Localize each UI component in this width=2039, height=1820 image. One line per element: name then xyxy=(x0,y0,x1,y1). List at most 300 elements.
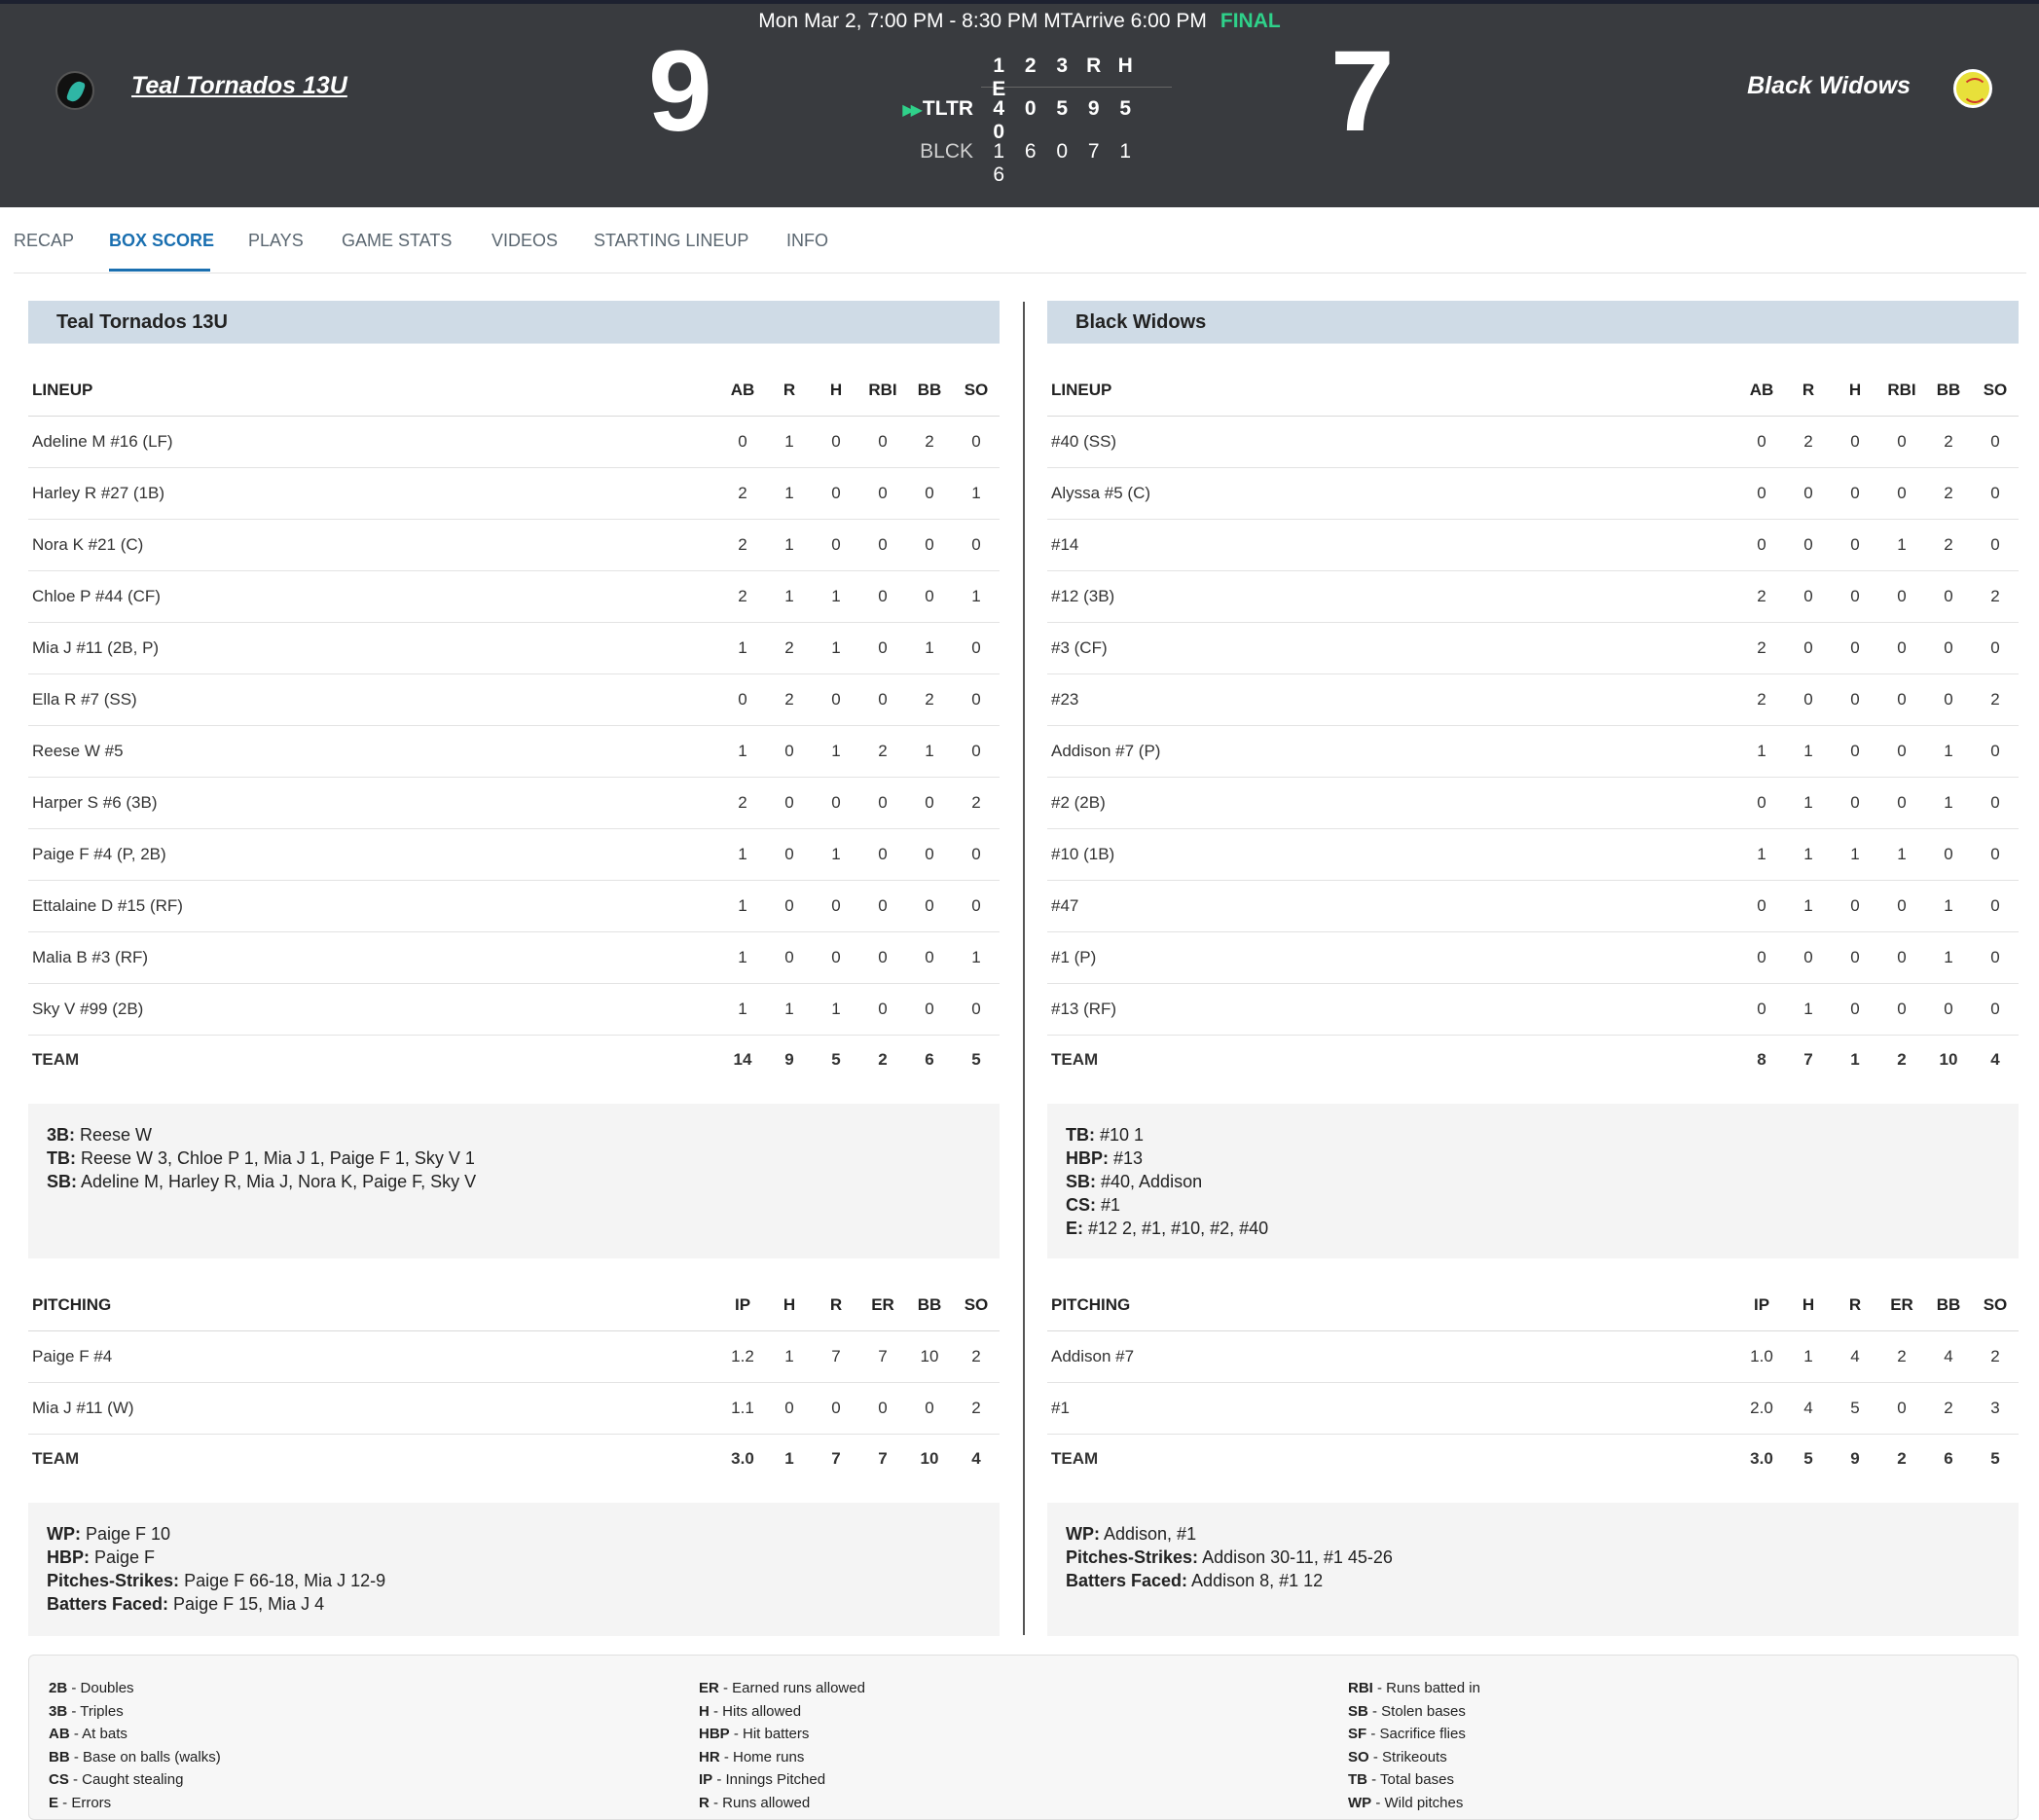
lineup-row xyxy=(28,622,1000,673)
note-line xyxy=(1066,1170,2000,1193)
stat-cell: 1 xyxy=(1925,880,1972,931)
stat-cell: 1 xyxy=(1785,983,1832,1035)
player-name[interactable]: Reese W #5 xyxy=(28,725,719,777)
stat-cell: 0 xyxy=(766,880,813,931)
stat-cell: 2 xyxy=(1738,622,1785,673)
stat-cell: 1 xyxy=(1785,725,1832,777)
column-header: H xyxy=(1832,344,1878,416)
player-name[interactable]: #2 (2B) xyxy=(1047,777,1738,828)
stat-cell: 0 xyxy=(1878,570,1925,622)
legend-desc: - Sacrifice flies xyxy=(1366,1726,1466,1743)
stat-cell: 0 xyxy=(859,983,906,1035)
stat-cell: 0 xyxy=(719,673,766,725)
linescore-away-cell: 1 xyxy=(1119,140,1132,163)
legend-item xyxy=(1348,1700,1480,1724)
stat-cell: 0 xyxy=(813,1382,859,1434)
note-value: #12 2, #1, #10, #2, #40 xyxy=(1083,1219,1269,1238)
player-name[interactable]: Addison #7 (P) xyxy=(1047,725,1738,777)
legend-item xyxy=(49,1677,221,1700)
stat-cell: 2 xyxy=(719,519,766,570)
column-header: H xyxy=(1785,1258,1832,1330)
linescore-away-cell: 1 xyxy=(993,140,1005,163)
note-line xyxy=(47,1170,981,1193)
player-name[interactable]: Mia J #11 (2B, P) xyxy=(28,622,719,673)
stat-cell: 1 xyxy=(1925,777,1972,828)
stat-cell: 0 xyxy=(1972,622,2019,673)
stat-cell: 4 xyxy=(1832,1330,1878,1382)
column-header: PITCHING xyxy=(1047,1258,1738,1330)
note-line xyxy=(47,1147,981,1170)
stat-cell: 2 xyxy=(766,622,813,673)
stat-cell: 2 xyxy=(1738,673,1785,725)
note-line xyxy=(1066,1546,2000,1569)
player-name[interactable]: #10 (1B) xyxy=(1047,828,1738,880)
player-name[interactable]: #1 (P) xyxy=(1047,931,1738,983)
away-score: 7 xyxy=(1330,27,1395,156)
note-line xyxy=(1066,1123,2000,1147)
stat-cell: 4 xyxy=(1925,1330,1972,1382)
stat-cell: 0 xyxy=(859,673,906,725)
note-key: SB: xyxy=(1066,1172,1096,1191)
stat-cell: 0 xyxy=(1972,880,2019,931)
stat-cell: 1 xyxy=(719,828,766,880)
tab-videos[interactable]: VIDEOS xyxy=(492,231,559,250)
stat-cell: 0 xyxy=(1925,622,1972,673)
note-line xyxy=(1066,1217,2000,1240)
stat-cell: 0 xyxy=(1738,416,1785,467)
stat-cell: 2 xyxy=(1972,1330,2019,1382)
note-value: Paige F 10 xyxy=(81,1524,171,1544)
legend-abbr: SB xyxy=(1348,1702,1368,1720)
stat-cell: 0 xyxy=(1925,828,1972,880)
linescore-home-cell: 0 xyxy=(1024,97,1037,120)
note-line xyxy=(47,1522,981,1546)
stat-cell: 0 xyxy=(1878,931,1925,983)
home-box-panel xyxy=(28,301,1000,1636)
stat-cell: 0 xyxy=(1972,931,2019,983)
linescore-header xyxy=(981,49,1172,100)
legend-desc: - Base on balls (walks) xyxy=(69,1748,221,1765)
stat-cell: 0 xyxy=(1832,725,1878,777)
player-name[interactable]: Nora K #21 (C) xyxy=(28,519,719,570)
away-batting-table xyxy=(1047,344,2019,1085)
stat-cell: 1 xyxy=(1925,931,1972,983)
legend-abbr: RBI xyxy=(1348,1680,1373,1696)
player-name[interactable]: Harley R #27 (1B) xyxy=(28,467,719,519)
legend-abbr: SF xyxy=(1348,1726,1367,1743)
stat-cell: 1 xyxy=(813,570,859,622)
legend-abbr: ER xyxy=(699,1680,719,1696)
lineup-row xyxy=(28,467,1000,519)
stat-cell: 2 xyxy=(953,1382,1000,1434)
player-name[interactable]: Ettalaine D #15 (RF) xyxy=(28,880,719,931)
note-key: SB: xyxy=(47,1172,77,1191)
stat-cell: 0 xyxy=(1972,416,2019,467)
stat-cell: 1 xyxy=(719,983,766,1035)
tab-recap[interactable]: RECAP xyxy=(14,231,75,250)
player-name[interactable]: #1 xyxy=(1047,1382,1738,1434)
stat-cell: 2 xyxy=(1972,673,2019,725)
team-total-cell: 2 xyxy=(1878,1035,1925,1085)
legend-abbr: TB xyxy=(1348,1771,1367,1789)
stat-cell: 0 xyxy=(1878,983,1925,1035)
note-line xyxy=(47,1123,981,1147)
stat-cell: 2 xyxy=(906,673,953,725)
stat-cell: 1 xyxy=(766,519,813,570)
home-pitching-notes xyxy=(28,1503,1000,1636)
note-key: WP: xyxy=(47,1524,81,1544)
team-total-cell: 7 xyxy=(1785,1035,1832,1085)
stat-cell: 0 xyxy=(1785,467,1832,519)
note-line xyxy=(1066,1569,2000,1592)
stat-cell: 0 xyxy=(1925,570,1972,622)
team-total-label: TEAM xyxy=(1047,1035,1738,1085)
home-team-logo[interactable] xyxy=(55,71,94,110)
player-name[interactable]: #23 xyxy=(1047,673,1738,725)
stat-cell: 2 xyxy=(1878,1330,1925,1382)
lineup-row xyxy=(1047,519,2019,570)
column-header: SO xyxy=(953,1258,1000,1330)
stat-cell: 0 xyxy=(953,519,1000,570)
stat-cell: 1.1 xyxy=(719,1382,766,1434)
tab-starting-lineup[interactable]: STARTING LINEUP xyxy=(594,231,749,250)
column-header: R xyxy=(1832,1258,1878,1330)
stat-cell: 0 xyxy=(906,931,953,983)
legend-abbr: SO xyxy=(1348,1748,1369,1765)
player-name[interactable]: Adeline M #16 (LF) xyxy=(28,416,719,467)
stat-cell: 1 xyxy=(813,828,859,880)
team-total-cell: 6 xyxy=(1925,1434,1972,1484)
lineup-row xyxy=(28,880,1000,931)
stat-cell: 0 xyxy=(1878,725,1925,777)
stat-cell: 0 xyxy=(1972,725,2019,777)
player-name[interactable]: Alyssa #5 (C) xyxy=(1047,467,1738,519)
home-team-name[interactable]: Teal Tornados 13U xyxy=(131,72,347,99)
linescore-home-cell: 9 xyxy=(1087,97,1100,120)
stat-cell: 2 xyxy=(719,467,766,519)
stat-cell: 0 xyxy=(1832,880,1878,931)
note-value: Addison, #1 xyxy=(1100,1524,1197,1544)
stat-cell: 0 xyxy=(859,570,906,622)
stat-cell: 1 xyxy=(813,725,859,777)
stat-cell: 2 xyxy=(1738,570,1785,622)
active-tab-indicator xyxy=(109,269,210,272)
column-header: IP xyxy=(719,1258,766,1330)
stat-cell: 0 xyxy=(1878,622,1925,673)
stat-cell: 0 xyxy=(1832,416,1878,467)
stat-cell: 0 xyxy=(953,673,1000,725)
stat-cell: 5 xyxy=(1832,1382,1878,1434)
linescore-away-cell: 7 xyxy=(1087,140,1100,163)
linescore xyxy=(876,49,1168,186)
team-total-cell: 4 xyxy=(1972,1035,2019,1085)
stat-cell: 0 xyxy=(1878,1382,1925,1434)
team-total-cell: 4 xyxy=(953,1434,1000,1484)
note-line xyxy=(47,1592,981,1616)
away-batting-notes xyxy=(1047,1104,2019,1258)
note-key: WP: xyxy=(1066,1524,1100,1544)
stat-cell: 1 xyxy=(1785,880,1832,931)
lineup-row xyxy=(1047,931,2019,983)
legend-item xyxy=(1348,1746,1480,1769)
stat-cell: 1 xyxy=(953,570,1000,622)
note-value: Addison 30-11, #1 45-26 xyxy=(1198,1547,1393,1567)
note-value: Reese W 3, Chloe P 1, Mia J 1, Paige F 1, Sky V 1 xyxy=(76,1148,475,1168)
away-abbr: BLCK xyxy=(920,140,973,163)
stat-cell: 1 xyxy=(813,983,859,1035)
column-header: H xyxy=(813,344,859,416)
stat-cell: 1 xyxy=(1785,777,1832,828)
stat-cell: 0 xyxy=(766,777,813,828)
stat-cell: 1 xyxy=(813,622,859,673)
column-header: AB xyxy=(1738,344,1785,416)
player-name[interactable]: Malia B #3 (RF) xyxy=(28,931,719,983)
note-line xyxy=(1066,1193,2000,1217)
legend-item xyxy=(699,1700,865,1724)
column-header: BB xyxy=(1925,1258,1972,1330)
stat-cell: 0 xyxy=(1738,931,1785,983)
stat-cell: 1 xyxy=(906,725,953,777)
home-abbr: TLTR xyxy=(922,97,973,120)
player-name[interactable]: #40 (SS) xyxy=(1047,416,1738,467)
linescore-away-cell: 0 xyxy=(1056,140,1069,163)
stat-cell: 0 xyxy=(906,880,953,931)
legend-abbr: 2B xyxy=(49,1680,68,1696)
stat-cell: 0 xyxy=(906,777,953,828)
team-total-row xyxy=(1047,1434,2019,1484)
tab-box-score[interactable]: BOX SCORE xyxy=(109,231,215,250)
team-total-cell: 14 xyxy=(719,1035,766,1085)
note-key: CS: xyxy=(1066,1195,1096,1215)
legend-desc: - Stolen bases xyxy=(1367,1702,1466,1720)
game-meta xyxy=(0,10,2039,33)
note-key: HBP: xyxy=(47,1547,90,1567)
legend-column xyxy=(699,1677,865,1815)
column-header: LINEUP xyxy=(28,344,719,416)
linescore-header-cell: E xyxy=(992,78,1006,100)
player-name[interactable]: #14 xyxy=(1047,519,1738,570)
stat-cell: 1 xyxy=(1878,828,1925,880)
pitching-row xyxy=(1047,1330,2019,1382)
stat-cell: 0 xyxy=(1878,416,1925,467)
lineup-row xyxy=(28,570,1000,622)
linescore-away-cell: 6 xyxy=(993,164,1005,186)
player-name[interactable]: #3 (CF) xyxy=(1047,622,1738,673)
player-name[interactable]: Mia J #11 (W) xyxy=(28,1382,719,1434)
stat-cell: 1 xyxy=(719,725,766,777)
team-total-cell: 6 xyxy=(906,1035,953,1085)
stat-cell: 7 xyxy=(813,1330,859,1382)
stat-cell: 0 xyxy=(1972,777,2019,828)
legend-desc: - Hit batters xyxy=(729,1726,810,1743)
away-team-name[interactable]: Black Widows xyxy=(1747,72,1911,99)
lineup-row xyxy=(28,519,1000,570)
lineup-row xyxy=(28,416,1000,467)
column-header: SO xyxy=(1972,1258,2019,1330)
away-team-logo[interactable] xyxy=(1953,69,1992,108)
column-header: LINEUP xyxy=(1047,344,1738,416)
stat-cell: 1 xyxy=(719,622,766,673)
legend-desc: - Strikeouts xyxy=(1368,1748,1447,1765)
player-name[interactable]: Chloe P #44 (CF) xyxy=(28,570,719,622)
lineup-row xyxy=(1047,777,2019,828)
legend-column xyxy=(49,1677,221,1815)
stat-cell: 2 xyxy=(719,570,766,622)
away-panel-title: Black Widows xyxy=(1047,301,2019,344)
stat-cell: 0 xyxy=(1832,777,1878,828)
team-total-cell: 8 xyxy=(1738,1035,1785,1085)
stat-cell: 1.0 xyxy=(1738,1330,1785,1382)
note-key: Batters Faced: xyxy=(47,1594,169,1614)
away-pitching-notes xyxy=(1047,1503,2019,1636)
stat-cell: 0 xyxy=(1925,673,1972,725)
team-total-cell: 2 xyxy=(1878,1434,1925,1484)
legend-desc: - Hits allowed xyxy=(709,1702,802,1720)
stats-legend xyxy=(28,1655,2019,1820)
player-name[interactable]: #47 xyxy=(1047,880,1738,931)
legend-abbr: H xyxy=(699,1702,710,1720)
team-total-cell: 10 xyxy=(906,1434,953,1484)
stat-cell: 0 xyxy=(906,570,953,622)
team-total-row xyxy=(1047,1035,2019,1085)
legend-abbr: HR xyxy=(699,1748,720,1765)
stat-cell: 0 xyxy=(953,880,1000,931)
legend-desc: - Errors xyxy=(58,1794,112,1811)
stat-cell: 0 xyxy=(953,983,1000,1035)
team-total-cell: 7 xyxy=(859,1434,906,1484)
stat-cell: 0 xyxy=(859,880,906,931)
stat-cell: 0 xyxy=(813,931,859,983)
stat-cell: 0 xyxy=(1832,673,1878,725)
stat-cell: 2 xyxy=(859,725,906,777)
column-header: RBI xyxy=(859,344,906,416)
team-total-cell: 1 xyxy=(766,1434,813,1484)
stat-cell: 1 xyxy=(766,416,813,467)
team-total-cell: 9 xyxy=(766,1035,813,1085)
player-name[interactable]: Ella R #7 (SS) xyxy=(28,673,719,725)
stat-cell: 0 xyxy=(1785,931,1832,983)
legend-item xyxy=(1348,1768,1480,1792)
legend-column xyxy=(1348,1677,1480,1815)
game-datetime: Mon Mar 2, 7:00 PM - 8:30 PM MTArrive 6:00 PM xyxy=(758,10,1207,32)
legend-item xyxy=(49,1746,221,1769)
player-name[interactable]: Paige F #4 (P, 2B) xyxy=(28,828,719,880)
stat-cell: 1 xyxy=(1785,1330,1832,1382)
stat-cell: 0 xyxy=(1972,467,2019,519)
stat-cell: 0 xyxy=(1738,777,1785,828)
team-total-label: TEAM xyxy=(28,1434,719,1484)
linescore-home-cell: 5 xyxy=(1119,97,1132,120)
stat-cell: 1 xyxy=(953,467,1000,519)
lineup-row xyxy=(1047,467,2019,519)
stat-cell: 1 xyxy=(766,1330,813,1382)
lineup-row xyxy=(1047,880,2019,931)
stat-cell: 0 xyxy=(1832,570,1878,622)
legend-desc: - Runs batted in xyxy=(1372,1680,1480,1696)
player-name[interactable]: #12 (3B) xyxy=(1047,570,1738,622)
linescore-header-cell: 2 xyxy=(1024,55,1037,77)
linescore-away-cell: 6 xyxy=(1024,140,1037,163)
stat-cell: 0 xyxy=(906,467,953,519)
legend-item xyxy=(49,1723,221,1746)
legend-desc: - Wild pitches xyxy=(1371,1794,1464,1811)
team-total-row xyxy=(28,1434,1000,1484)
stat-cell: 0 xyxy=(1785,622,1832,673)
legend-item xyxy=(1348,1677,1480,1700)
column-header: H xyxy=(766,1258,813,1330)
stat-cell: 1 xyxy=(1785,828,1832,880)
column-header: RBI xyxy=(1878,344,1925,416)
note-key: Pitches-Strikes: xyxy=(1066,1547,1199,1567)
stat-cell: 1 xyxy=(953,931,1000,983)
tab-plays[interactable]: PLAYS xyxy=(248,231,304,250)
lineup-row xyxy=(1047,673,2019,725)
pitching-row xyxy=(28,1330,1000,1382)
stat-cell: 2 xyxy=(1972,570,2019,622)
home-pitching-table xyxy=(28,1258,1000,1484)
legend-abbr: 3B xyxy=(49,1702,68,1720)
linescore-home-row xyxy=(876,88,1168,143)
stat-cell: 0 xyxy=(766,725,813,777)
team-total-label: TEAM xyxy=(28,1035,719,1085)
legend-abbr: CS xyxy=(49,1771,69,1789)
column-header: ER xyxy=(859,1258,906,1330)
note-value: #13 xyxy=(1109,1148,1144,1168)
player-name[interactable]: Harper S #6 (3B) xyxy=(28,777,719,828)
note-value: #10 1 xyxy=(1095,1125,1145,1145)
player-name[interactable]: #13 (RF) xyxy=(1047,983,1738,1035)
lineup-row xyxy=(1047,725,2019,777)
stat-cell: 3 xyxy=(1972,1382,2019,1434)
batting-arrow-icon: ▶▶ xyxy=(902,102,919,119)
player-name[interactable]: Sky V #99 (2B) xyxy=(28,983,719,1035)
note-value: #1 xyxy=(1096,1195,1121,1215)
player-name[interactable]: Paige F #4 xyxy=(28,1330,719,1382)
stat-cell: 0 xyxy=(1832,931,1878,983)
legend-abbr: BB xyxy=(49,1748,70,1765)
stat-cell: 1 xyxy=(1738,828,1785,880)
lineup-row xyxy=(28,931,1000,983)
team-total-cell: 5 xyxy=(1972,1434,2019,1484)
stat-cell: 0 xyxy=(859,931,906,983)
stat-cell: 1 xyxy=(719,880,766,931)
game-tabs xyxy=(14,207,2026,273)
column-header: AB xyxy=(719,344,766,416)
stat-cell: 0 xyxy=(1785,519,1832,570)
legend-desc: - Triples xyxy=(67,1702,124,1720)
legend-item xyxy=(699,1768,865,1792)
panel-divider xyxy=(1023,302,1025,1635)
legend-desc: - Caught stealing xyxy=(68,1771,184,1789)
stat-cell: 0 xyxy=(1925,983,1972,1035)
lineup-row xyxy=(1047,622,2019,673)
team-total-row xyxy=(28,1035,1000,1085)
stat-cell: 2 xyxy=(953,1330,1000,1382)
column-header: SO xyxy=(953,344,1000,416)
stat-cell: 1.2 xyxy=(719,1330,766,1382)
player-name[interactable]: Addison #7 xyxy=(1047,1330,1738,1382)
stat-cell: 2 xyxy=(906,416,953,467)
stat-cell: 0 xyxy=(906,1382,953,1434)
tab-info[interactable]: INFO xyxy=(786,231,828,250)
stat-cell: 0 xyxy=(1738,467,1785,519)
stat-cell: 0 xyxy=(719,416,766,467)
stat-cell: 0 xyxy=(859,622,906,673)
tab-game-stats[interactable]: GAME STATS xyxy=(342,231,453,250)
lineup-row xyxy=(28,828,1000,880)
legend-desc: - Innings Pitched xyxy=(712,1771,826,1789)
lineup-row xyxy=(1047,416,2019,467)
